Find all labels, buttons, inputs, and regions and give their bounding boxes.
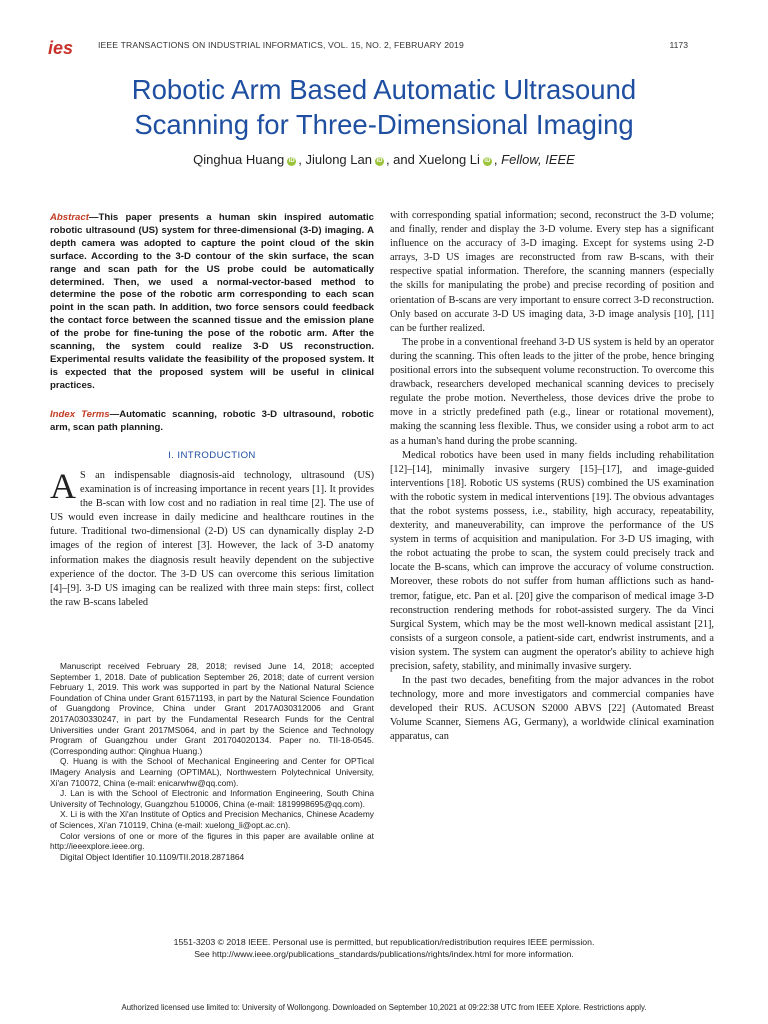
journal-header: IEEE TRANSACTIONS ON INDUSTRIAL INFORMATICS, VOL. 15, NO. 2, FEBRUARY 2019	[98, 40, 464, 50]
footnote-manuscript: Manuscript received February 28, 2018; revised June 14, 2018; accepted September 1, 2018. Date of publication September 26, 2018; date of current version February 1, 2019. This work was supported in part by the National Natural Science Foundation of China under Grant 61571193, in part by the Natural Science Foundation of Guangdong Province, China under Grant 2017A030312006 and Grant 2017A030330247, in part by the Fundamental Research Funds for the Central Universities under Grant 2017MS064, and in part by the Science and Technology Program of Guangzhou under Grant 201704020134. Paper no. TII-18-0545. (Corresponding author: Qinghua Huang.)	[50, 661, 374, 756]
index-terms-label: Index Terms	[50, 409, 110, 420]
author-list	[40, 152, 728, 167]
copyright-line-1: 1551-3203 © 2018 IEEE. Personal use is permitted, but republication/redistribution requires IEEE permission.	[173, 937, 595, 947]
body-paragraph: The probe in a conventional freehand 3-D US system is held by an operator during the scanning. This often leads to the jitter of the probe, hence bringing positional errors into the subsequent volume reconstruction. To overcome this drawback, researchers developed mechanical scanning devices to precisely regulate the probe motion. Nevertheless, those devices drive the probe to move in a strictly predefined path (e.g., linear or rotational movement), making the scanning less flexible. Thus, we consider using a robot arm to act as a human's hand during the probe scanning.	[390, 336, 714, 447]
footnote-doi: Digital Object Identifier 10.1109/TII.2018.2871864	[60, 851, 245, 862]
footnote-author-1: Q. Huang is with the School of Mechanical Engineering and Center for OPTical IMagery Analysis and Learning (OPTIMAL), Northwestern Polytechnical University, Xi'an 710072, China (e-mail: enicarwhw@qq.com).	[50, 756, 374, 788]
index-terms	[50, 409, 374, 435]
footnotes	[50, 661, 374, 862]
orcid-icon[interactable]: iD	[288, 158, 295, 164]
intro-paragraph	[50, 466, 374, 610]
body-paragraph: In the past two decades, benefiting from the major advances in the robot technology, more and more investigators and commercial companies have developed their RUS. ACUSON S2000 ABVS [22] (Automated Breast Volume Scanner, Siemens AG, Germany), a worldwide clinical examination apparatus, can	[390, 675, 714, 743]
page-number: 1173	[669, 40, 688, 50]
abstract-text: —This paper presents a human skin inspired automatic robotic ultrasound (US) system for three-dimensional (3-D) imaging. A depth camera was adopted to capture the point cloud of the skin surface. According to the 3-D contour of the skin surface, the scan range and scan path for the US probe could be automatically determined. Then, we used a normal-vector-based method to determine the pose of the robotic arm corresponding to each scan point in the scan path. In addition, two force sensors could feedback the contact force between the scanned tissue and the emission plane of the probe for fine-tuning the pose of the robotic arm. After the scanning, the system could realize 3-D US reconstruction. Experimental results validate the feasibility of the proposed system. It is expected that the proposed system will be useful in clinical practices.	[50, 212, 374, 391]
logo-text: ies	[48, 38, 74, 58]
drop-cap: A	[50, 466, 76, 506]
body-paragraph: Medical robotics have been used in many fields including rehabilitation [12]–[14], minimally invasive surgery [15]–[17], and image-guided interventions [18]. Robotic US systems (RUS) combined the US examination with the robotic system in medical interventions [19]. The obvious advantages that the robot systems possess, i.e., stability, high accuracy, repeatability, dexterity, and maneuverability, can improve the performance of the US system in terms of acquisition and manipulation. For 3-D US imaging, with the robot actuating the probe to scan, the system could precisely track and locate the B-scans, which can improve the accuracy of volume construction. Moreover, these robots do not suffer from human afflictions such as hand-tremor, fatigue, etc. Pan et al. [20] give the comparison of medical image 3-D reconstruction rendering methods for robot-assisted surgery. The da Vinci Surgical System, which may be the most well-known medical assistant [21], consists of a surgeon console, a patient-side cart, endwrist instruments, and a vision system. The system can augment the operator's ability to achieve high precision, safety, stability, and minimally invasive surgery.	[390, 449, 714, 672]
copyright-notice	[40, 937, 728, 960]
orcid-icon[interactable]: iD	[484, 158, 491, 164]
index-terms-text: —Automatic scanning, robotic 3-D ultrasound, robotic arm, scan path planning.	[50, 409, 374, 433]
title-line-2: Scanning for Three-Dimensional Imaging	[134, 109, 634, 140]
intro-text: S an indispensable diagnosis-aid technology, ultrasound (US) examination is of increasing importance in recent years [1]. It provides the B-scan with low cost and no radiation in real time [2]. The use of US would even increase in daily medicine and healthcare routines in the future. Traditional two-dimensional (2-D) US can dynamically display 2-D images of the region of interest [3]. However, the lack of 3-D anatomy information makes the diagnosis result heavily dependent on the subjective experience of the doctor. The 3-D US can overcome this serious limitation [4]–[9]. 3-D US imaging can be realized with three main steps: first, collect the raw B-scans labeled	[50, 470, 374, 608]
right-column	[390, 209, 714, 745]
author-3: , and Xuelong Li	[385, 152, 480, 167]
paper-title	[40, 72, 728, 142]
footnote-author-2: J. Lan is with the School of Electronic and Information Engineering, South China University of Technology, Guangzhou 510006, China (e-mail: 1819998695@qq.com).	[50, 788, 374, 809]
section-heading: I. INTRODUCTION	[168, 450, 256, 461]
title-line-1: Robotic Arm Based Automatic Ultrasound	[131, 74, 637, 105]
footnote-color: Color versions of one or more of the figures in this paper are available online at http://ieeexplore.ieee.org.	[50, 830, 374, 852]
authorized-use-notice: Authorized licensed use limited to: University of Wollongong. Downloaded on September 10,2021 at 09:22:38 UTC from IEEE Xplore. Restrictions apply.	[121, 1003, 647, 1012]
abstract	[50, 212, 374, 393]
author-separator: ,	[298, 152, 306, 167]
abstract-label: Abstract	[50, 212, 89, 223]
body-paragraph: with corresponding spatial information; second, reconstruct the 3-D volume; and finally, render and display the 3-D volume. Every step has a significant influence on the accuracy of 3-D imaging. Except for systems using 2-D arrays, 3-D US images are reconstructed from raw B-scans, with their respective spatial information. Therefore, the scanning manners (especially the skills for manipulating the probe) and precise recording of position and orientation of B-scans are very important to ensure correct 3-D reconstruction. Only based on accurate 3-D US imaging data, 3-D image analysis [10], [11] can be further realized.	[390, 210, 714, 334]
author-separator: ,	[493, 152, 502, 167]
author-3-membership: Fellow, IEEE	[501, 152, 575, 167]
ies-logo	[47, 38, 85, 58]
orcid-icon[interactable]: iD	[376, 158, 383, 164]
author-1: Qinghua Huang	[193, 152, 285, 167]
footnote-author-3: X. Li is with the Xi'an Institute of Optics and Precision Mechanics, Chinese Academy of Sciences, Xi'an 710119, China (e-mail: xuelong_li@opt.ac.cn).	[50, 809, 374, 830]
author-2: Jiulong Lan	[305, 152, 372, 167]
copyright-line-2: See http://www.ieee.org/publications_standards/publications/rights/index.html for more information.	[194, 948, 574, 959]
